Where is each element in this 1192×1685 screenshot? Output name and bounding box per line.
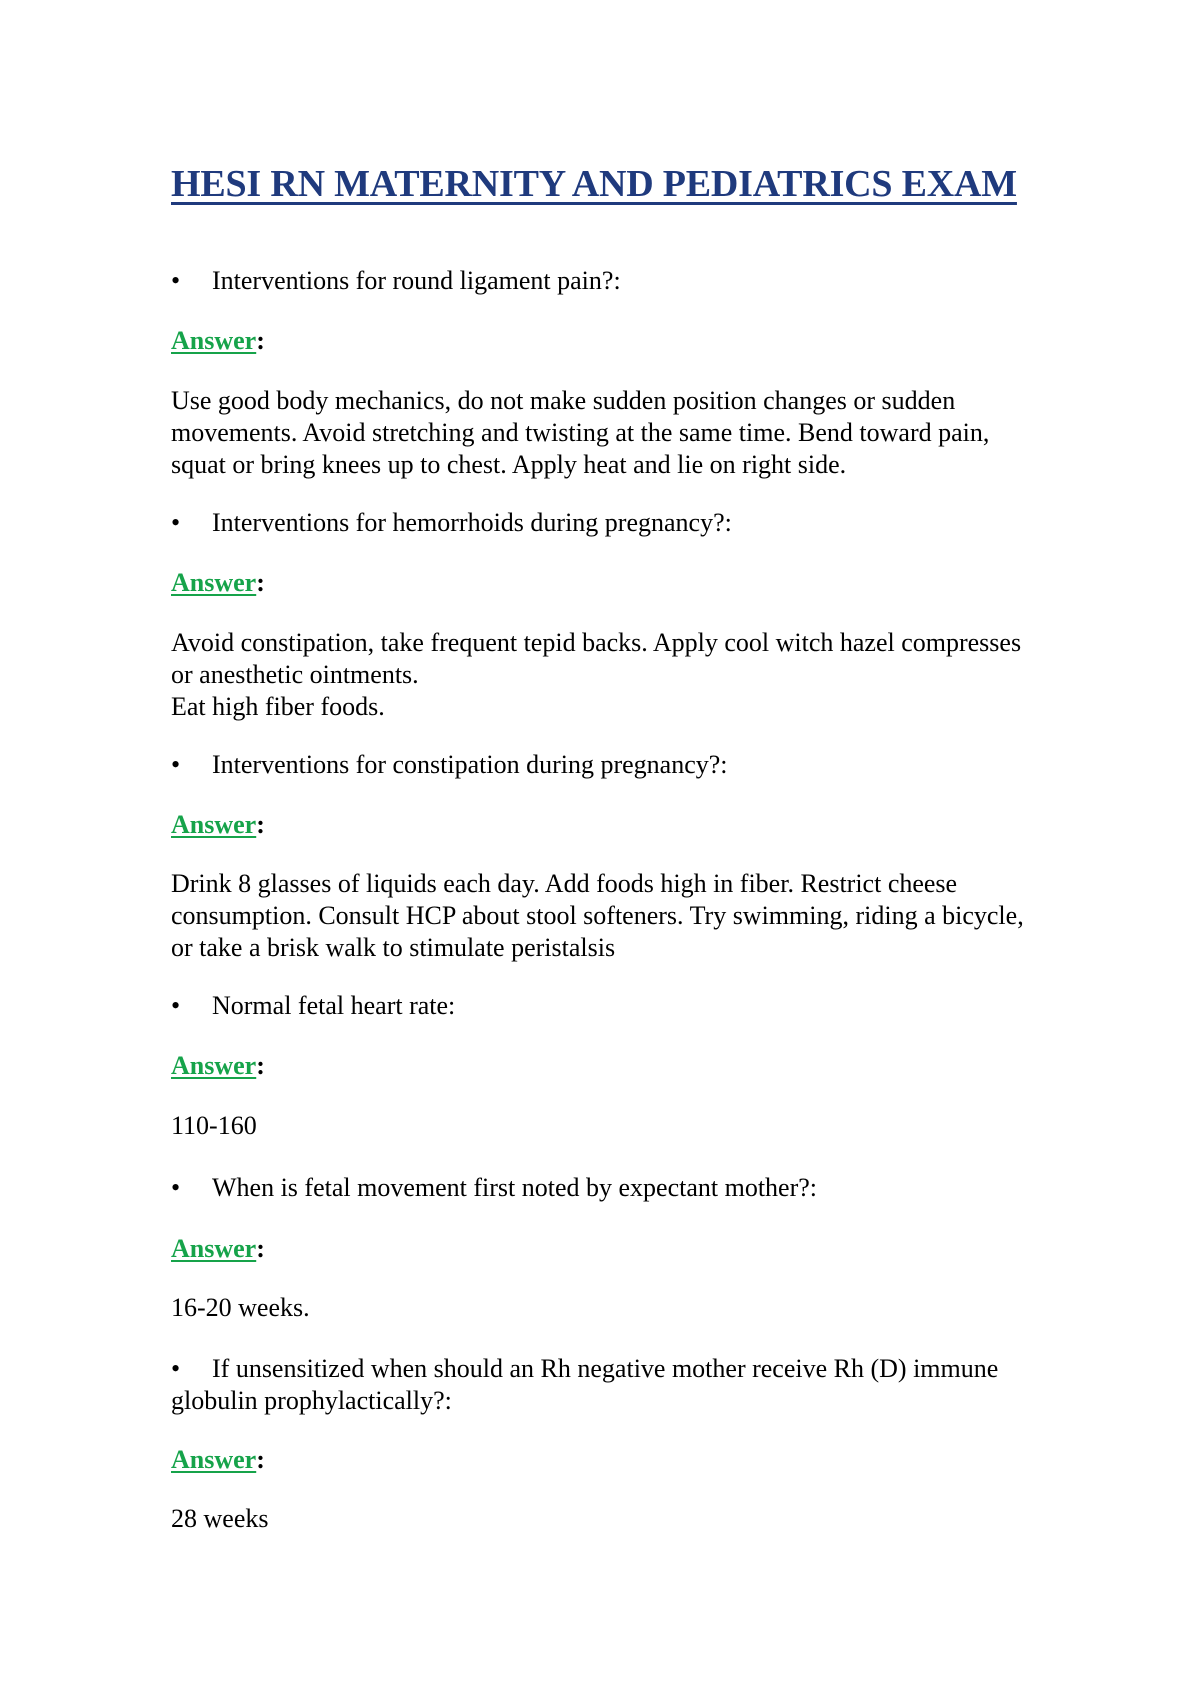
answer-colon: : [256, 810, 265, 839]
answer-text [171, 627, 1101, 723]
answer-colon: : [256, 1445, 265, 1474]
question-item [171, 990, 455, 1022]
answer-line: Use good body mechanics, do not make sudden position changes or sudden [171, 386, 956, 415]
answer-colon: : [256, 326, 265, 355]
answer-link[interactable]: Answer [171, 1445, 257, 1474]
bullet-icon: • [171, 1173, 181, 1202]
answer-link[interactable]: Answer [171, 568, 257, 597]
question-text: If unsensitized when should an Rh negative mother receive Rh (D) immune globulin prophylactically?: [171, 1354, 999, 1415]
answer-link[interactable]: Answer [171, 1234, 257, 1263]
bullet-icon: • [171, 266, 181, 295]
question-item [171, 1172, 817, 1204]
answer-text [171, 868, 1101, 964]
question-item [171, 749, 728, 781]
answer-colon: : [256, 568, 265, 597]
answer-line: consumption. Consult HCP about stool softeners. Try swimming, riding a bicycle, [171, 901, 1024, 930]
answer-label [171, 567, 265, 599]
answer-label [171, 1444, 265, 1476]
question-item [171, 1353, 1091, 1417]
question-text: Interventions for hemorrhoids during pregnancy?: [212, 508, 732, 537]
answer-text [171, 385, 1101, 481]
question-item [171, 507, 732, 539]
answer-link[interactable]: Answer [171, 810, 257, 839]
answer-line: 28 weeks [171, 1504, 269, 1533]
answer-line: movements. Avoid stretching and twisting at the same time. Bend toward pain, [171, 418, 990, 447]
answer-line: 16-20 weeks. [171, 1293, 310, 1322]
answer-line: Eat high fiber foods. [171, 692, 385, 721]
question-text: Interventions for round ligament pain?: [212, 266, 621, 295]
answer-label [171, 1233, 265, 1265]
answer-label [171, 1050, 265, 1082]
question-text: Normal fetal heart rate: [212, 991, 456, 1020]
answer-line: Avoid constipation, take frequent tepid backs. Apply cool witch hazel compresses [171, 628, 1022, 657]
answer-colon: : [256, 1234, 265, 1263]
question-text: When is fetal movement first noted by expectant mother?: [212, 1173, 818, 1202]
bullet-icon: • [171, 991, 181, 1020]
bullet-icon: • [171, 1354, 181, 1383]
bullet-icon: • [171, 750, 181, 779]
question-item [171, 265, 621, 297]
answer-label [171, 809, 265, 841]
answer-text [171, 1503, 1101, 1535]
document-title: HESI RN MATERNITY AND PEDIATRICS EXAM [171, 163, 1017, 205]
answer-line: squat or bring knees up to chest. Apply heat and lie on right side. [171, 450, 847, 479]
bullet-icon: • [171, 508, 181, 537]
answer-label [171, 325, 265, 357]
answer-link[interactable]: Answer [171, 326, 257, 355]
answer-line: or anesthetic ointments. [171, 660, 419, 689]
answer-link[interactable]: Answer [171, 1051, 257, 1080]
answer-text [171, 1292, 1101, 1324]
answer-line: Drink 8 glasses of liquids each day. Add foods high in fiber. Restrict cheese [171, 869, 958, 898]
answer-text [171, 1110, 1101, 1142]
answer-line: or take a brisk walk to stimulate peristalsis [171, 933, 616, 962]
question-text: Interventions for constipation during pregnancy?: [212, 750, 728, 779]
answer-colon: : [256, 1051, 265, 1080]
answer-line: 110-160 [171, 1111, 257, 1140]
